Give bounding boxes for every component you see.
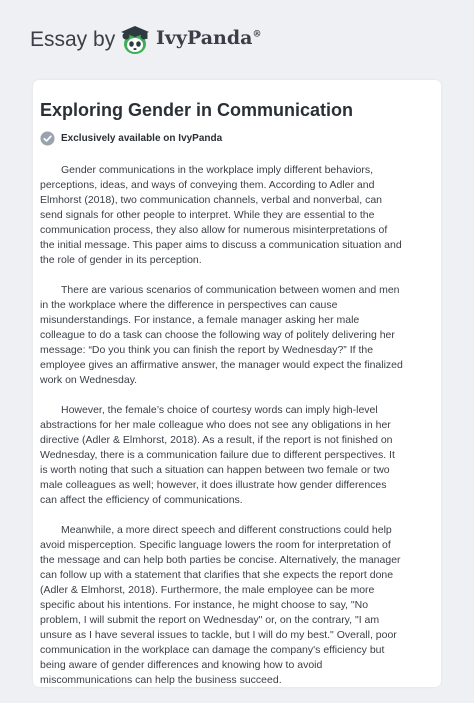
brand-name[interactable] bbox=[156, 27, 261, 49]
registered-mark: ® bbox=[252, 29, 262, 40]
check-circle-icon bbox=[40, 131, 55, 146]
exclusive-badge bbox=[40, 130, 222, 146]
paragraph: Gender communications in the workplace imply different behaviors, perceptions, ideas, and ways of conveying them. According to Adler and Elmhorst (2018), two communication channels, verbal and nonverbal, can send signals for other people to interpret. While they are essential to the communication process, they also allow for numerous misinterpretations of the initial message. This paper aims to discuss a communication situation and the role of gender in its perception. bbox=[40, 164, 402, 266]
panda-graduation-cap-icon[interactable] bbox=[118, 24, 152, 56]
paragraph: However, the female’s choice of courtesy words can imply high-level abstractions for her male colleague who does not see any obligations in her directive (Adler & Elmhorst, 2018). As a result, if the report is not finished on Wednesday, there is a communication failure due to different perspectives. It is worth noting that such a situation can happen between two female or two male colleagues as well; however, it does illustrate how gender differences can affect the efficiency of communications. bbox=[40, 404, 395, 506]
essay-body bbox=[40, 163, 403, 703]
exclusive-label: Exclusively available on IvyPanda bbox=[61, 132, 223, 144]
essay-by-label: Essay by bbox=[30, 28, 116, 51]
brand-name-text: IvyPanda bbox=[156, 27, 253, 49]
paragraph: There are various scenarios of communication between women and men in the workplace where the difference in perspectives can cause misunderstandings. For instance, a female manager asking her male colleague to do a task can choose the following way of politely delivering her message: “Do you think you can finish the report by Wednesday?” If the employee gives an affirmative answer, the manager would expect the finalized work on Wednesday. bbox=[40, 284, 403, 386]
page-title: Exploring Gender in Communication bbox=[40, 100, 354, 120]
site-header bbox=[0, 0, 474, 78]
paragraph: Meanwhile, a more direct speech and different constructions could help avoid misperception. Specific language lowers the room for interpretation of the message and can help both parties be concise. Alternatively, the manager can follow up with a statement that clarifies that she expects the report done (Adler & Elmhorst, 2018). Furthermore, the male employee can be more specific about his intentions. For instance, he might choose to say, "No problem, I will submit the report on Wednesday" or, on the contrary, "I am unsure as I have several issues to tackle, but I will do my best." Overall, poor communication in the workplace can damage the company's efficiency but being aware of gender differences and knowing how to avoid miscommunications can help the business succeed. bbox=[40, 524, 401, 686]
